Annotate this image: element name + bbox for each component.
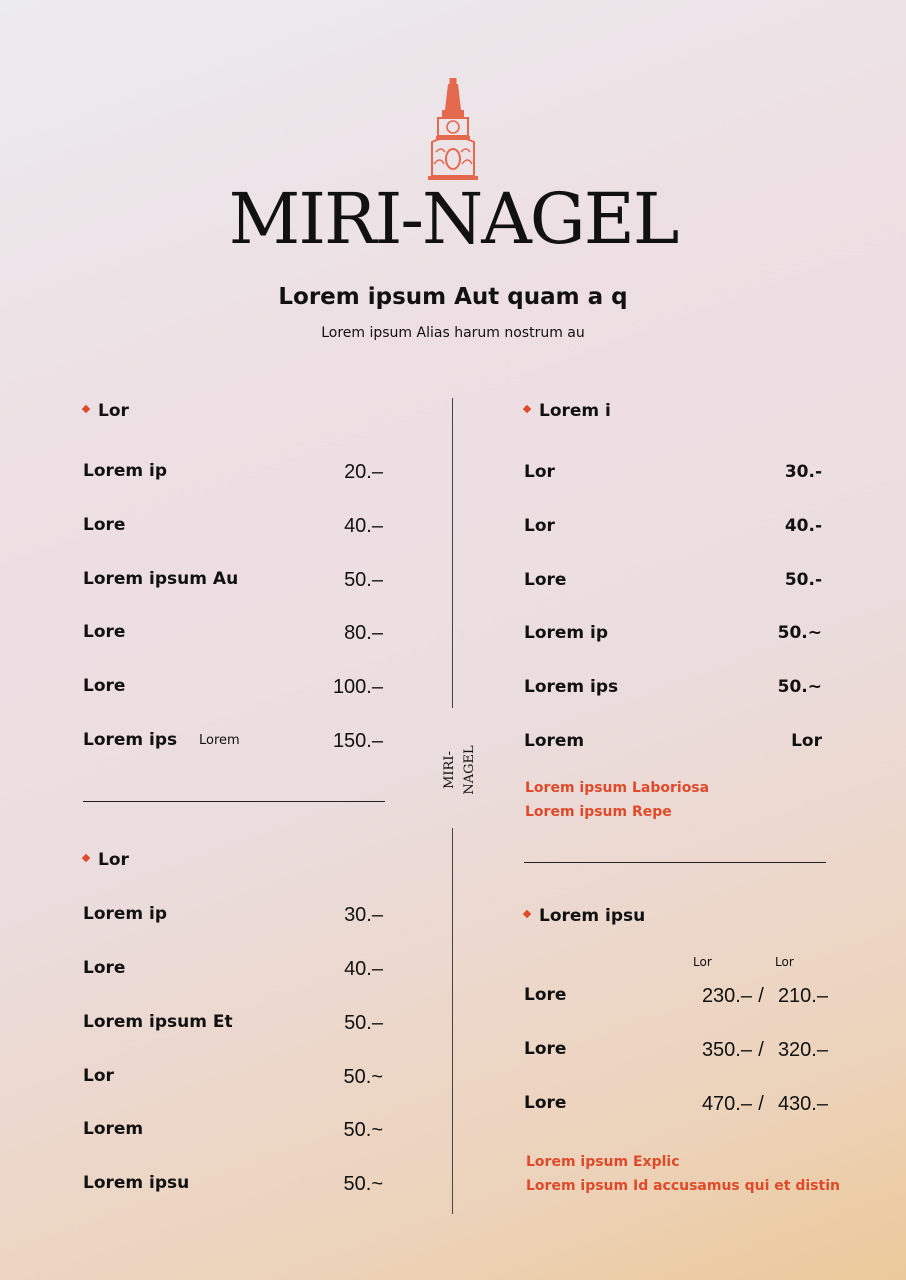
menu-item-name: Lor — [524, 516, 555, 536]
menu-item-name: Lore — [83, 622, 126, 642]
vertical-brand-name: MIRI-NAGEL — [442, 745, 477, 795]
menu-item-name: Lorem ipsu — [83, 1173, 190, 1193]
spire-icon — [424, 76, 482, 184]
footnote: Lorem ipsum Repe — [525, 804, 672, 820]
menu-item-price: 50.– — [344, 1012, 383, 1034]
menu-item-name: Lorem ip — [524, 623, 609, 643]
menu-item-price: 30.- — [784, 462, 822, 482]
menu-item-name: Lorem — [524, 731, 585, 751]
diamond-icon — [82, 405, 90, 413]
menu-item-name: Lore — [83, 958, 126, 978]
page-subtitle: Lorem ipsum Alias harum nostrum au — [321, 325, 585, 341]
menu-item-name: Lore — [524, 570, 567, 590]
menu-item-price: 80.– — [344, 622, 383, 644]
page-title: Lorem ipsum Aut quam a q — [278, 284, 628, 310]
price-separator: / — [758, 1093, 764, 1115]
menu-item-price: 320.– — [777, 1039, 828, 1061]
menu-item-price: 50.~ — [343, 1066, 383, 1088]
diamond-icon — [523, 910, 531, 918]
menu-item-price: 20.– — [344, 461, 383, 483]
menu-item-price: 100.– — [332, 676, 383, 698]
column-divider-bottom — [452, 828, 453, 1214]
section-title: Lor — [83, 400, 129, 422]
menu-item-name: Lore — [524, 985, 567, 1005]
menu-item-name: Lorem ips — [524, 677, 619, 697]
menu-item-price: 150.– — [332, 730, 383, 752]
menu-item-name: Lore — [83, 676, 126, 696]
column-header: Lor — [693, 955, 712, 969]
menu-item-name: Lor — [83, 1066, 114, 1086]
menu-item-price: 30.– — [344, 904, 383, 926]
menu-item-name: Lor — [524, 462, 555, 482]
menu-item-price: 50.– — [344, 569, 383, 591]
menu-item-name: Lorem ip — [83, 461, 168, 481]
section-title: Lor — [83, 849, 129, 871]
menu-item-name: Lorem — [83, 1119, 144, 1139]
menu-item-price: 40.– — [344, 515, 383, 537]
menu-item-note: Lorem — [199, 733, 240, 748]
menu-item-name: Lore — [524, 1093, 567, 1113]
menu-item-name: Lorem ip — [83, 904, 168, 924]
menu-item-price: 50.~ — [343, 1119, 383, 1141]
brand-name: MIRI-NAGEL — [228, 178, 678, 260]
menu-item-name: Lorem ipsum Au — [83, 569, 239, 589]
menu-item-name: Lore — [83, 515, 126, 535]
section-title: Lorem i — [524, 400, 611, 422]
column-divider-top — [452, 398, 453, 708]
menu-item-price: 210.– — [777, 985, 828, 1007]
menu-item-price: 40.– — [344, 958, 383, 980]
section-divider — [83, 801, 385, 802]
menu-item-price: 50.~ — [777, 623, 822, 643]
menu-item-name: Lorem ips — [83, 730, 178, 750]
price-separator: / — [758, 1039, 764, 1061]
diamond-icon — [82, 854, 90, 862]
column-header: Lor — [775, 955, 794, 969]
footnote: Lorem ipsum Laboriosa — [525, 780, 710, 796]
menu-item-price: 50.- — [784, 570, 822, 590]
menu-item-price: 230.– — [701, 985, 752, 1007]
menu-item-price: Lor — [791, 731, 822, 751]
menu-item-name: Lorem ipsum Et — [83, 1012, 233, 1032]
footnote: Lorem ipsum Explic — [526, 1154, 680, 1170]
menu-item-price: 430.– — [777, 1093, 828, 1115]
menu-item-name: Lore — [524, 1039, 567, 1059]
menu-item-price: 350.– — [701, 1039, 752, 1061]
price-separator: / — [758, 985, 764, 1007]
section-title: Lorem ipsu — [524, 905, 645, 927]
menu-item-price: 40.- — [784, 516, 822, 536]
footnote: Lorem ipsum Id accusamus qui et distin — [526, 1178, 840, 1194]
diamond-icon — [523, 405, 531, 413]
menu-item-price: 470.– — [701, 1093, 752, 1115]
menu-item-price: 50.~ — [777, 677, 822, 697]
section-divider — [524, 862, 826, 863]
menu-item-price: 50.~ — [343, 1173, 383, 1195]
